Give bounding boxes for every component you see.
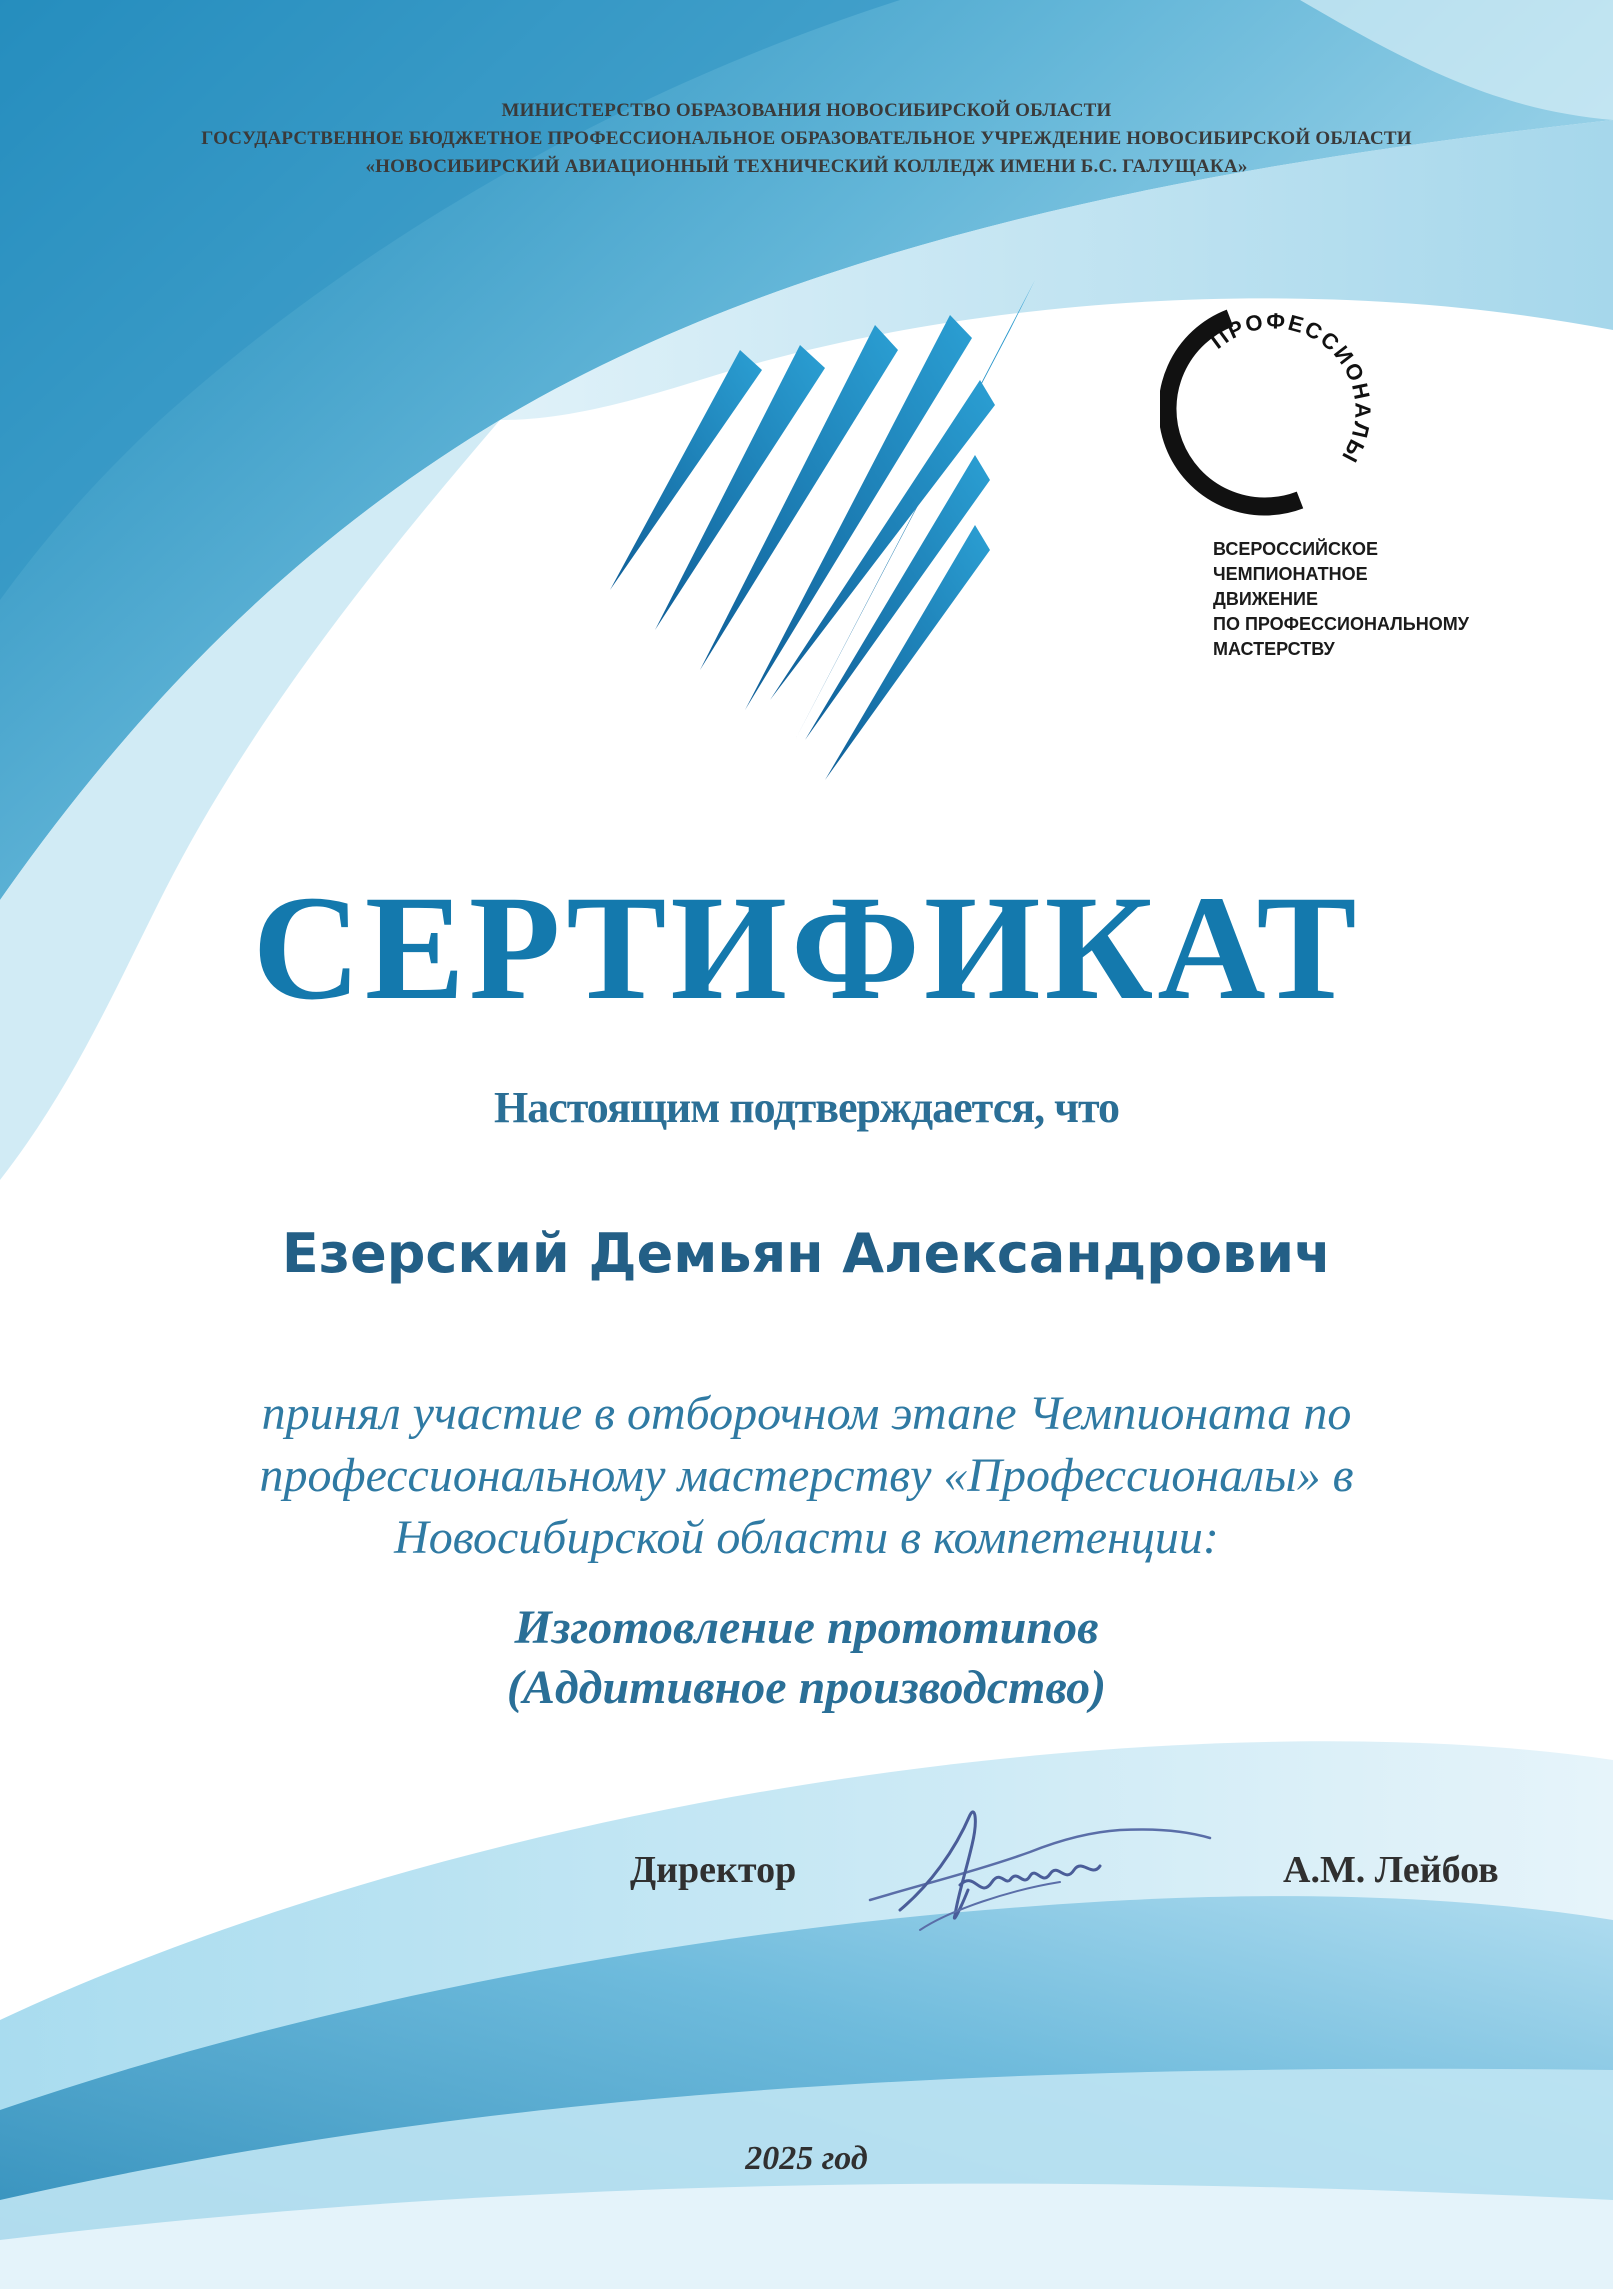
logo-ring-text: ПРОФЕССИОНАЛЫ — [1205, 308, 1376, 469]
tagline-line: ПО ПРОФЕССИОНАЛЬНОМУ — [1213, 614, 1469, 634]
participation-line: Новосибирской области в компетенции: — [394, 1511, 1219, 1564]
college-emblem-icon — [580, 270, 1040, 790]
tagline-line: ЧЕМПИОНАТНОЕ — [1213, 564, 1368, 584]
certificate-title: СЕРТИФИКАТ — [252, 865, 1361, 1031]
director-role: Директор — [630, 1849, 797, 1891]
director-name: А.М. Лейбов — [1283, 1849, 1499, 1891]
confirmation-line: Настоящим подтверждается, что — [494, 1083, 1119, 1132]
header-college-name: «НОВОСИБИРСКИЙ АВИАЦИОННЫЙ ТЕХНИЧЕСКИЙ КОЛЛЕДЖ ИМЕНИ Б.С. ГАЛУЩАКА» — [365, 156, 1248, 177]
participation-line: принял участие в отборочном этапе Чемпионата по — [261, 1387, 1352, 1440]
competence-line: Изготовление прототипов — [514, 1601, 1099, 1654]
tagline-line: ВСЕРОССИЙСКОЕ — [1213, 539, 1378, 559]
competence-name — [0, 1598, 1613, 1718]
tagline-line: МАСТЕРСТВУ — [1213, 639, 1335, 659]
professionaly-logo-icon — [1160, 290, 1400, 530]
logo-tagline — [1213, 537, 1543, 662]
issue-year: 2025 год — [745, 2140, 868, 2177]
header-ministry: МИНИСТЕРСТВО ОБРАЗОВАНИЯ НОВОСИБИРСКОЙ ОБЛАСТИ — [501, 100, 1112, 121]
participation-text — [0, 1383, 1613, 1569]
recipient-name: Езерский Демьян Александрович — [281, 1222, 1332, 1285]
header-institution-type: ГОСУДАРСТВЕННОЕ БЮДЖЕТНОЕ ПРОФЕССИОНАЛЬНОЕ ОБРАЗОВАТЕЛЬНОЕ УЧРЕЖДЕНИЕ НОВОСИБИРСКОЙ ОБЛАСТИ — [201, 128, 1412, 149]
competence-line: (Аддитивное производство) — [506, 1661, 1107, 1714]
participation-line: профессиональному мастерству «Профессионалы» в — [259, 1449, 1354, 1502]
svg-text:ПРОФЕССИОНАЛЫ — [1206, 308, 1376, 468]
handwritten-signature — [860, 1790, 1220, 1940]
tagline-line: ДВИЖЕНИЕ — [1213, 589, 1318, 609]
